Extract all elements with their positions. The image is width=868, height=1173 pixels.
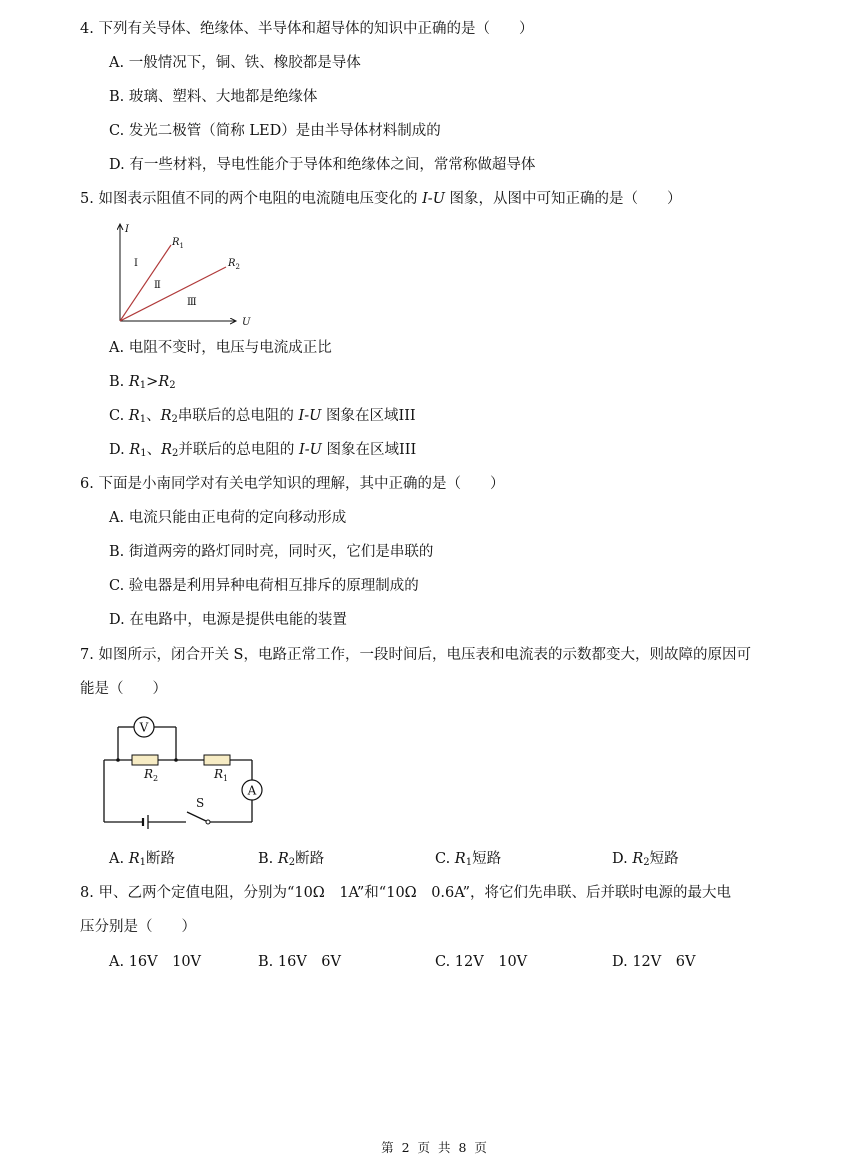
- r2-label: $R_2$: [144, 767, 159, 783]
- q7-c-prefix: C.: [435, 851, 455, 867]
- q7-c-sub: 1: [465, 857, 473, 868]
- q5-c-text: 串联后的总电阻的: [177, 408, 299, 424]
- q7-a-sub: 1: [139, 857, 146, 868]
- q7-option-d: [612, 849, 679, 873]
- q5-b-prefix: B.: [109, 374, 129, 390]
- iu-graph: [108, 218, 258, 334]
- q7-b-prefix: B.: [258, 851, 278, 867]
- graph-line-r1: [120, 245, 171, 321]
- q8-stem-line2: 压分别是（ ）: [80, 919, 196, 935]
- q5-option-a: A. 电阻不变时，电压与电流成正比: [109, 340, 332, 356]
- q4-option-b: B. 玻璃、塑料、大地都是绝缘体: [109, 89, 318, 105]
- q4-option-a: A. 一般情况下，铜、铁、橡胶都是导体: [109, 55, 361, 71]
- q7-option-c: [435, 849, 501, 873]
- q7-a-r: R: [128, 851, 140, 867]
- resistor-r1: [204, 755, 230, 765]
- q7-c-r: R: [454, 851, 466, 867]
- q5-d-iu: I-U: [299, 442, 322, 458]
- q5-option-c: [109, 406, 416, 430]
- q5-c-r2-sub: 2: [171, 414, 178, 425]
- q7-d-prefix: D.: [612, 851, 633, 867]
- q7-b-r: R: [277, 851, 289, 867]
- q7-d-text: 短路: [649, 851, 679, 867]
- q7-stem-line1: 7. 如图所示，闭合开关 S，电路正常工作，一段时间后，电压表和电流表的示数都变大，则故障的原因可: [80, 647, 751, 663]
- graph-region-3: Ⅲ: [187, 297, 197, 308]
- q8-option-c: C. 12V 10V: [435, 954, 528, 970]
- q5-stem: [80, 189, 682, 209]
- switch-label: S: [196, 796, 205, 810]
- q7-option-a: [109, 849, 175, 873]
- q5-b-r1: R: [128, 374, 140, 390]
- q5-d-r1-sub: 1: [140, 448, 147, 459]
- q7-b-sub: 2: [288, 857, 296, 868]
- q5-stem-part2: 图象，从图中可知正确的是（ ）: [444, 191, 682, 207]
- q8-stem-line1: 8. 甲、乙两个定值电阻，分别为“10Ω 1A”和“10Ω 0.6A”，将它们先串联、后并联时电源的最大电: [80, 885, 732, 901]
- switch: [187, 812, 206, 821]
- q6-option-a: A. 电流只能由正电荷的定向移动形成: [109, 510, 347, 526]
- q5-c-mid: 、: [146, 408, 161, 424]
- graph-line-r2: [120, 267, 226, 321]
- q5-d-text: 并联后的总电阻的: [178, 442, 300, 458]
- graph-r2-label: $R_2$: [228, 258, 240, 271]
- q5-d-r1: R: [129, 442, 141, 458]
- q4-option-c: C. 发光二极管（简称 LED）是由半导体材料制成的: [109, 123, 441, 139]
- resistor-r2: [132, 755, 158, 765]
- graph-region-2: Ⅱ: [154, 280, 161, 291]
- graph-region-1: Ⅰ: [134, 258, 138, 269]
- q5-c-r1-sub: 1: [139, 414, 147, 425]
- q8-option-a: A. 16V 10V: [109, 954, 202, 970]
- q5-b-r2: R: [158, 374, 170, 390]
- q5-d-r2-sub: 2: [172, 448, 179, 459]
- ammeter-label: A: [247, 783, 257, 798]
- q5-c-iu: I-U: [298, 408, 322, 424]
- graph-x-label: U: [242, 317, 251, 328]
- q5-option-b: [109, 372, 176, 396]
- q5-d-prefix: D.: [109, 442, 130, 458]
- q4-stem: 4. 下列有关导体、绝缘体、半导体和超导体的知识中正确的是（ ）: [80, 21, 534, 37]
- q6-option-d: D. 在电路中，电源是提供电能的装置: [109, 612, 347, 628]
- q7-b-text: 断路: [295, 851, 325, 867]
- q5-b-r1-sub: 1: [139, 380, 147, 391]
- q6-stem: 6. 下面是小南同学对有关电学知识的理解，其中正确的是（ ）: [80, 476, 505, 492]
- q5-d-tail: 图象在区域III: [321, 442, 417, 458]
- q5-c-prefix: C.: [109, 408, 129, 424]
- voltmeter-label: V: [139, 720, 149, 735]
- q7-c-text: 短路: [472, 851, 502, 867]
- r1-label: $R_1$: [214, 767, 229, 783]
- q5-option-d: [109, 440, 416, 464]
- page-footer: 第 2 页 共 8 页: [381, 1140, 487, 1155]
- q7-stem-line2: 能是（ ）: [80, 681, 167, 697]
- q5-d-r2: R: [161, 442, 173, 458]
- q5-c-tail: 图象在区域III: [321, 408, 416, 424]
- q7-a-text: 断路: [146, 851, 175, 867]
- q7-d-r: R: [632, 851, 644, 867]
- circuit-diagram: [96, 708, 271, 838]
- q8-option-d: D. 12V 6V: [612, 954, 696, 970]
- q4-option-d: D. 有一些材料，导电性能介于导体和绝缘体之间，常常称做超导体: [109, 157, 536, 173]
- q8-option-b: B. 16V 6V: [258, 954, 341, 970]
- q5-stem-iu: I-U: [422, 191, 445, 207]
- q5-stem-part1: 5. 如图表示阻值不同的两个电阻的电流随电压变化的: [80, 191, 423, 207]
- q6-option-b: B. 街道两旁的路灯同时亮，同时灭，它们是串联的: [109, 544, 434, 560]
- q5-b-gt: >: [146, 374, 159, 390]
- graph-y-label: I: [125, 224, 129, 235]
- q5-c-r2: R: [160, 408, 172, 424]
- q5-d-mid: 、: [146, 442, 162, 458]
- q5-b-r2-sub: 2: [169, 380, 176, 391]
- graph-r1-label: $R_1$: [172, 237, 184, 250]
- q7-option-b: [258, 849, 324, 873]
- q7-d-sub: 2: [643, 857, 650, 868]
- q7-a-prefix: A.: [109, 851, 129, 867]
- q6-option-c: C. 验电器是利用异种电荷相互排斥的原理制成的: [109, 578, 419, 594]
- q5-c-r1: R: [128, 408, 140, 424]
